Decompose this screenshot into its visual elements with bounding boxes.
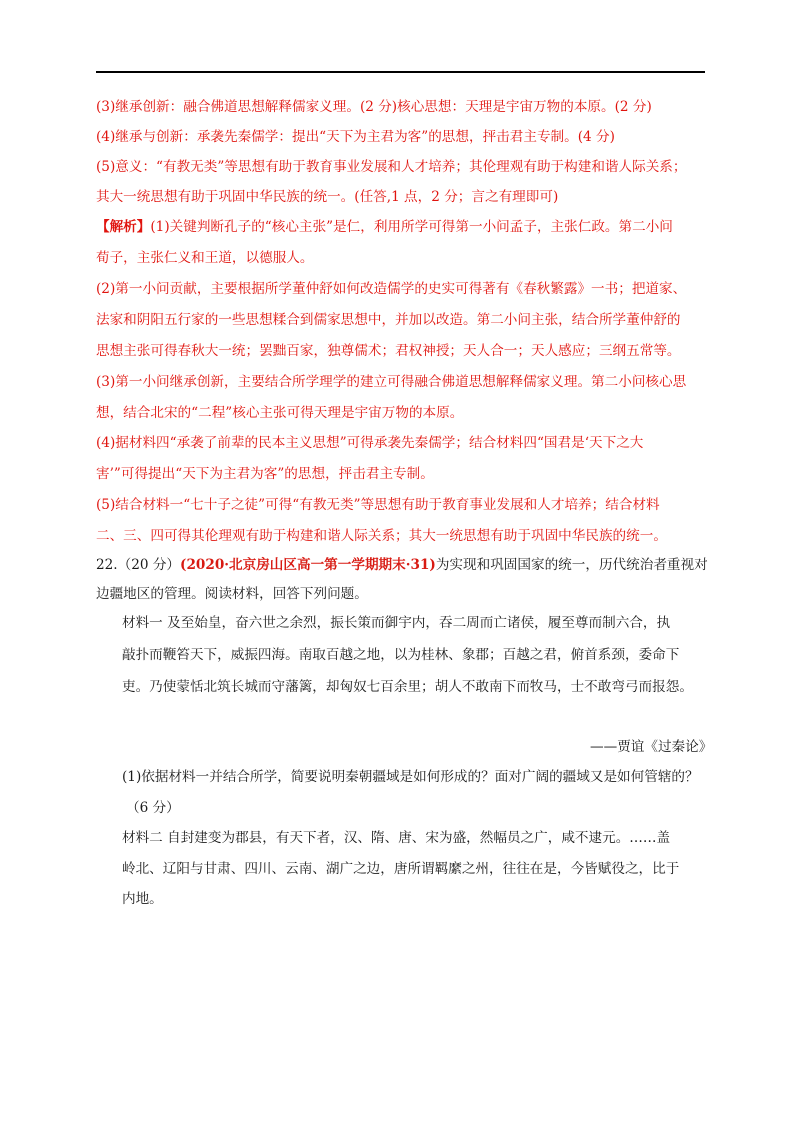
question-source: (2020·北京房山区高一第一学期期末·31)	[180, 557, 436, 573]
analysis-first-text: (1)关键判断孔子的“核心主张”是仁，利用所学可得第一小问孟子，主张仁政。第二小问	[150, 219, 673, 235]
header-rule	[96, 71, 705, 73]
subquestion-1-score: （6 分）	[126, 800, 180, 816]
answer-line-5: (5)意义：“有教无类”等思想有助于教育事业发展和人才培养；其伦理观有助于构建和谐人际关系；	[96, 159, 687, 175]
analysis-line: (5)结合材料一“七十子之徒”可得“有教无类”等思想有助于教育事业发展和人才培养；结合材料	[96, 497, 660, 513]
subquestion-1: (1)依据材料一并结合所学，简要说明秦朝疆域是如何形成的？面对广阔的疆域又是如何管辖的？	[122, 769, 699, 785]
answer-line-5-cont: 其大一统思想有助于巩固中华民族的统一。(任答,1 点，2 分；言之有理即可)	[96, 189, 559, 205]
question-intro: 为实现和巩固国家的统一，历代统治者重视对	[435, 557, 708, 573]
analysis-line: (2)第一小问贡献，主要根据所学董仲舒如何改造儒学的史实可得著有《春秋繁露》一书；把道家、	[96, 281, 687, 297]
analysis-line: 二、三、四可得其伦理观有助于构建和谐人际关系；其大一统思想有助于巩固中华民族的统一。	[96, 528, 667, 544]
material2-line: 内地。	[122, 891, 163, 907]
material1-line: 敲扑而鞭笞天下，威振四海。南取百越之地，以为桂林、象郡；百越之君，俯首系颈，委命下	[122, 647, 680, 663]
answer-line-3: (3)继承创新：融合佛道思想解释儒家义理。(2 分)核心思想：天理是宇宙万物的本原。(2 分)	[96, 99, 652, 115]
question-intro-line2: 边疆地区的管理。阅读材料，回答下列问题。	[96, 586, 368, 602]
question-header	[96, 556, 708, 574]
analysis-line: 思想主张可得春秋大一统；罢黜百家，独尊儒术；君权神授；天人合一；天人感应；三纲五常等。	[96, 343, 681, 359]
analysis-line: 想，结合北宋的“二程”核心主张可得天理是宇宙万物的本原。	[96, 405, 464, 421]
analysis-line: (4)据材料四“承袭了前辈的民本主义思想”可得承袭先秦儒学；结合材料四“国君是‘天下之大	[96, 435, 644, 451]
material2-line: 岭北、辽阳与甘肃、四川、云南、湖广之边，唐所谓羁縻之州，往往在是，今皆赋役之，比于	[122, 861, 680, 877]
material1-line: 材料一 及至始皇，奋六世之余烈，振长策而御宇内，吞二周而亡诸侯，履至尊而制六合，执	[122, 615, 671, 631]
analysis-line	[96, 218, 673, 236]
analysis-tag: 【解析】	[96, 219, 151, 235]
material1-attribution: ——贾谊《过秦论》	[590, 739, 713, 755]
analysis-line: (3)第一小问继承创新，主要结合所学理学的建立可得融合佛道思想解释儒家义理。第二小问核心思	[96, 374, 687, 390]
material1-line: 吏。乃使蒙恬北筑长城而守藩篱，却匈奴七百余里；胡人不敢南下而牧马，士不敢弯弓而报怨。	[122, 679, 693, 695]
analysis-line: 荀子，主张仁义和王道，以德服人。	[96, 250, 314, 266]
answer-line-4: (4)继承与创新：承袭先秦儒学：提出“天下为主君为客”的思想，抨击君主专制。(4 分)	[96, 129, 615, 145]
material2-line: 材料二 自封建变为郡县，有天下者，汉、隋、唐、宋为盛，然幅员之广，咸不逮元。……盖	[122, 830, 671, 846]
question-number: 22.（20 分）	[96, 557, 181, 573]
analysis-line: 害’”可得提出“天下为主君为客”的思想，抨击君主专制。	[96, 466, 434, 482]
analysis-line: 法家和阴阳五行家的一些思想糅合到儒家思想中，并加以改造。第二小问主张，结合所学董仲舒的	[96, 312, 681, 328]
